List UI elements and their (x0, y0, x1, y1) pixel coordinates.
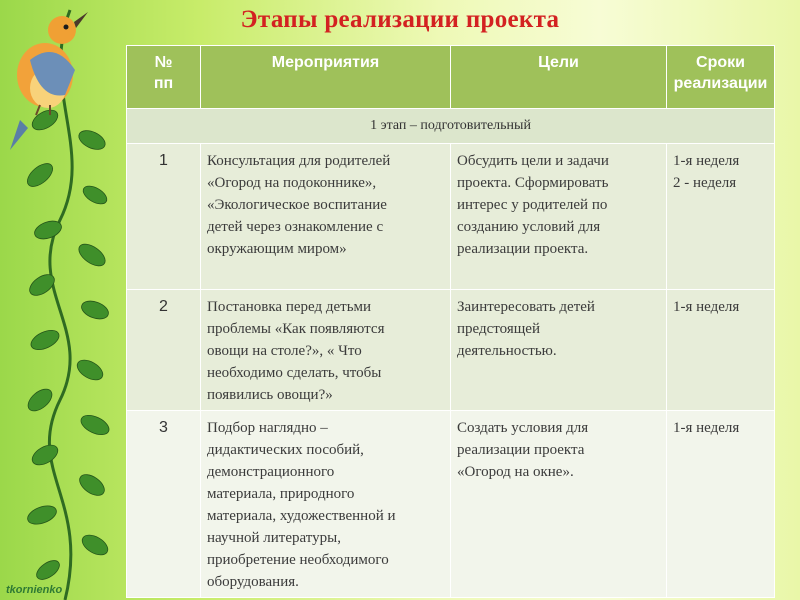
row-number: 3 (127, 411, 201, 598)
text-line: Создать условия для (457, 420, 589, 436)
text-line: 1-я неделя (673, 299, 740, 315)
header-events: Мероприятия (201, 46, 451, 109)
text-line: окружающим миром» (207, 241, 347, 257)
text-line: появились овощи?» (207, 387, 333, 403)
header-terms (667, 46, 775, 109)
text-line: «Огород на окне». (457, 464, 574, 480)
text-line: 2 - неделя (673, 175, 737, 191)
table-row (127, 144, 775, 290)
text-line: овощи на столе?», « Что (207, 343, 362, 359)
row-events (201, 290, 451, 411)
text-line: «Экологическое воспитание (207, 197, 387, 213)
table-row (127, 290, 775, 411)
text-line: Консультация для родителей (207, 153, 391, 169)
row-events (201, 411, 451, 598)
text-line: демонстрационного (207, 464, 335, 480)
row-terms (667, 411, 775, 598)
text-line: приобретение необходимого (207, 552, 389, 568)
row-number: 2 (127, 290, 201, 411)
row-events (201, 144, 451, 290)
text-line: проекта. Сформировать (457, 175, 609, 191)
text-line: деятельностью. (457, 343, 557, 359)
row-terms (667, 290, 775, 411)
text-line: детей через ознакомление с (207, 219, 384, 235)
text-line: научной литературы, (207, 530, 341, 546)
text-line: 1-я неделя (673, 420, 740, 436)
text-line: материала, природного (207, 486, 355, 502)
header-num-line: № (154, 54, 173, 71)
text-line: «Огород на подоконнике», (207, 175, 377, 191)
stage-row (127, 109, 775, 144)
text-line: материала, художественной и (207, 508, 396, 524)
text-line: Постановка перед детьми (207, 299, 372, 315)
text-line: Заинтересовать детей (457, 299, 595, 315)
row-terms (667, 144, 775, 290)
header-num-line: пп (153, 75, 174, 92)
text-line: Обсудить цели и задачи (457, 153, 609, 169)
vine-decoration (0, 0, 130, 600)
table-row (127, 411, 775, 598)
text-line: 1-я неделя (673, 153, 740, 169)
header-terms-line: реализации (673, 75, 768, 92)
text-line: созданию условий для (457, 219, 601, 235)
header-num (127, 46, 201, 109)
row-goals (451, 290, 667, 411)
text-line: интерес у родителей по (457, 197, 608, 213)
row-goals (451, 411, 667, 598)
text-line: реализации проекта (457, 442, 585, 458)
text-line: реализации проекта. (457, 241, 589, 257)
text-line: проблемы «Как появляются (207, 321, 385, 337)
header-terms-line: Сроки (696, 54, 745, 71)
watermark: tkornienko (6, 584, 63, 596)
text-line: необходимо сделать, чтобы (207, 365, 382, 381)
text-line: дидактических пособий, (207, 442, 364, 458)
text-line: оборудования. (207, 574, 299, 590)
row-goals (451, 144, 667, 290)
table-header-row (127, 46, 775, 109)
slide-title: Этапы реализации проекта (240, 6, 560, 33)
text-line: Подбор наглядно – (207, 420, 328, 436)
row-number: 1 (127, 144, 201, 290)
stage-label: 1 этап – подготовительный (127, 109, 775, 144)
project-stages-table (126, 45, 775, 598)
header-goals: Цели (451, 46, 667, 109)
text-line: предстоящей (457, 321, 540, 337)
